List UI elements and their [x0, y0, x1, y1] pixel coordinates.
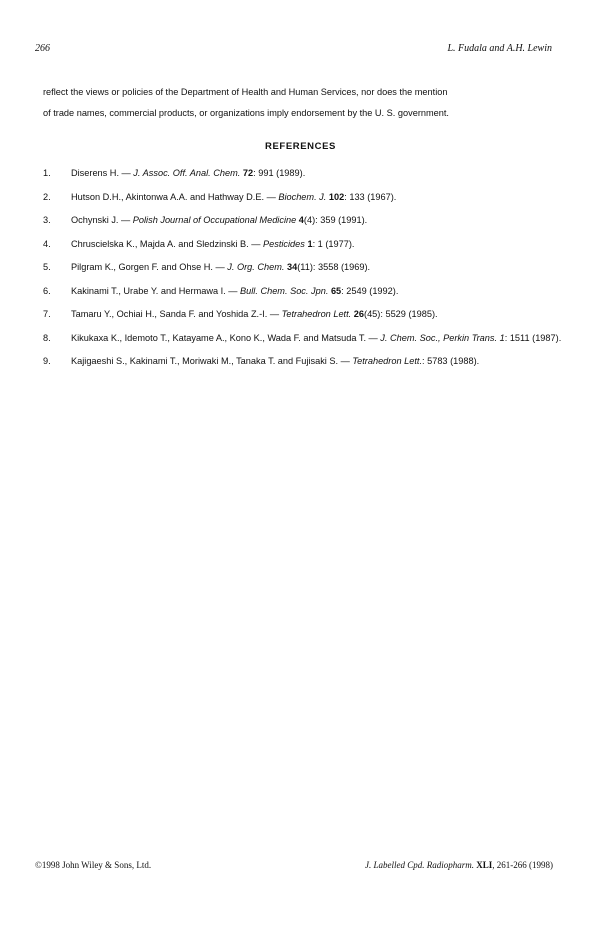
- reference-volume: 102: [328, 191, 345, 202]
- reference-number: 1.: [43, 168, 51, 178]
- footer-volume: XLI: [476, 860, 493, 870]
- reference-journal: Biochem. J.: [278, 191, 327, 202]
- reference-journal: Tetrahedron Lett.: [352, 356, 422, 366]
- reference-pages-year: (4): 359 (1991).: [303, 215, 368, 225]
- reference-number: 8.: [43, 332, 51, 343]
- reference-volume: 1: [307, 238, 313, 249]
- reference-number: 2.: [43, 191, 51, 202]
- reference-authors: Kajigaeshi S., Kakinami T., Moriwaki M., Tanaka T. and Fujisaki S. —: [71, 356, 353, 366]
- reference-number: 7.: [43, 309, 51, 319]
- reference-authors: Diserens H. —: [71, 168, 134, 178]
- body-paragraph-line: reflect the views or policies of the Department of Health and Human Services, nor does the mention: [43, 87, 448, 97]
- reference-authors: Kikukaxa K., Idemoto T., Katayame A., Kono K., Wada F. and Matsuda T. —: [71, 332, 381, 343]
- reference-item: [43, 210, 563, 231]
- reference-volume: 4: [298, 215, 304, 225]
- journal-citation: [365, 860, 553, 870]
- reference-number: 3.: [43, 215, 51, 225]
- copyright-notice: ©1998 John Wiley & Sons, Ltd.: [35, 860, 152, 870]
- reference-item: [43, 187, 563, 208]
- reference-number: 6.: [43, 285, 51, 296]
- reference-item: [43, 281, 563, 302]
- reference-volume: 65: [330, 285, 342, 296]
- reference-authors: Ochynski J. —: [71, 215, 133, 225]
- reference-authors: Pilgram K., Gorgen F. and Ohse H. —: [71, 262, 228, 272]
- page-number: 266: [35, 43, 50, 54]
- reference-journal: J. Chem. Soc., Perkin Trans. 1: [380, 332, 505, 343]
- reference-volume: 34: [287, 262, 298, 272]
- reference-authors: Tamaru Y., Ochiai H., Sanda F. and Yoshida Z.-I. —: [71, 309, 282, 319]
- reference-pages-year: (45): 5529 (1985).: [364, 309, 438, 319]
- reference-pages-year: : 991 (1989).: [253, 168, 306, 178]
- footer-pages: , 261-266 (1998): [492, 860, 553, 870]
- references-list: [43, 163, 563, 375]
- page-footer: [35, 860, 553, 874]
- reference-item: [43, 328, 563, 349]
- reference-item: [43, 163, 563, 184]
- reference-pages-year: : 1511 (1987).: [504, 332, 562, 343]
- references-heading: REFERENCES: [265, 141, 336, 152]
- reference-volume: 72: [242, 168, 254, 178]
- footer-journal: J. Labelled Cpd. Radiopharm.: [364, 860, 474, 870]
- reference-number: 9.: [43, 356, 51, 366]
- reference-item: [43, 234, 563, 255]
- reference-pages-year: : 2549 (1992).: [341, 285, 399, 296]
- reference-number: 5.: [43, 262, 51, 272]
- reference-number: 4.: [43, 238, 51, 249]
- reference-item: [43, 351, 563, 372]
- running-header-authors: L. Fudala and A.H. Lewin: [447, 43, 552, 54]
- running-header: [35, 43, 552, 59]
- body-paragraph: [43, 82, 563, 124]
- reference-journal: Tetrahedron Lett.: [281, 309, 352, 319]
- reference-journal: J. Assoc. Off. Anal. Chem.: [133, 168, 241, 178]
- reference-authors: Chruscielska K., Majda A. and Sledzinski B. —: [71, 238, 263, 249]
- reference-pages-year: (11): 3558 (1969).: [297, 262, 371, 272]
- body-paragraph-line: of trade names, commercial products, or organizations imply endorsement by the U. S. government.: [43, 108, 449, 118]
- reference-volume: 26: [353, 309, 365, 319]
- reference-journal: J. Org. Chem.: [227, 262, 285, 272]
- reference-item: [43, 304, 563, 325]
- reference-authors: Kakinami T., Urabe Y. and Hermawa I. —: [71, 285, 241, 296]
- reference-pages-year: : 5783 (1988).: [422, 356, 480, 366]
- reference-authors: Hutson D.H., Akintonwa A.A. and Hathway D.E. —: [71, 191, 279, 202]
- reference-pages-year: : 1 (1977).: [312, 238, 355, 249]
- reference-item: [43, 257, 563, 278]
- reference-journal: Pesticides: [263, 238, 305, 249]
- reference-journal: Polish Journal of Occupational Medicine: [132, 215, 297, 225]
- reference-journal: Bull. Chem. Soc. Jpn.: [240, 285, 329, 296]
- reference-pages-year: : 133 (1967).: [344, 191, 397, 202]
